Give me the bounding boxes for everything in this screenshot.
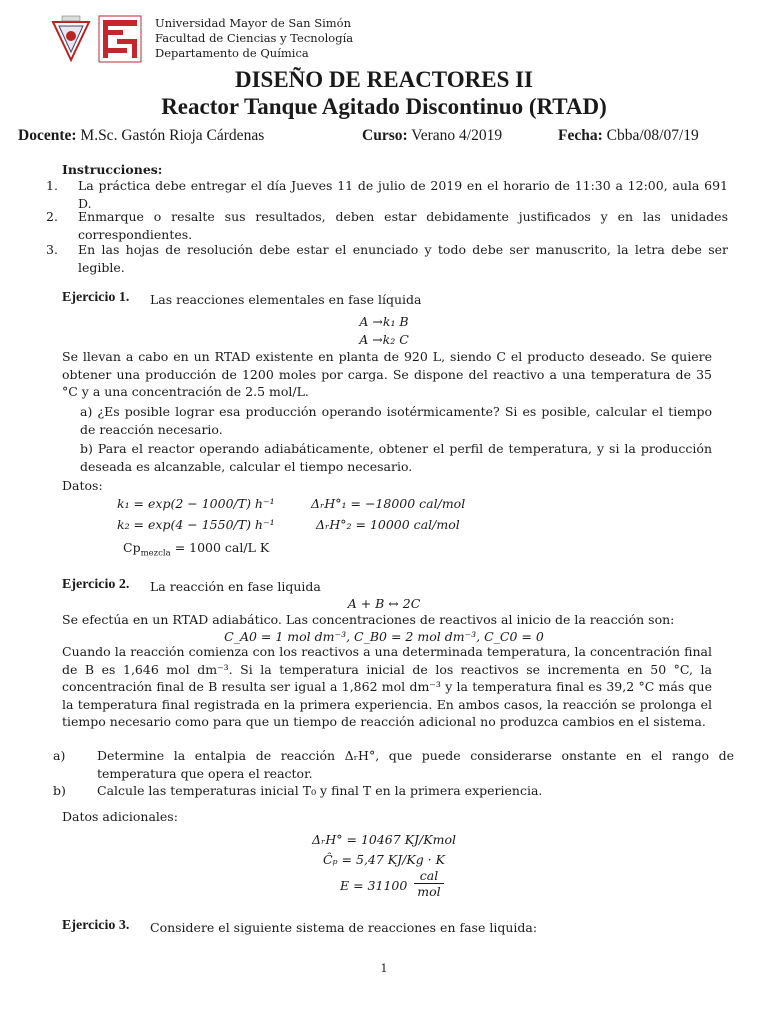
ex1-question-b: b) Para el reactor operando adiabáticamente, obtener el perfil de temperatura, y si la producción deseada es alcanzable, calcular el tiempo necesario.: [80, 441, 712, 474]
university-name: Universidad Mayor de San Simón: [155, 16, 352, 30]
ex2-eq1: ΔᵣH° = 10467 KJ/Kmol: [312, 832, 456, 847]
faculty-logo: [97, 14, 143, 64]
instruction-item-2: 2. Enmarque o resalte sus resultados, deben estar debidamente justificados y en las unidades correspondientes.: [46, 209, 728, 242]
fecha-label: Fecha:: [558, 127, 603, 144]
ex2-question-b-text: Calcule las temperaturas inicial T₀ y final T en la primera experiencia.: [97, 783, 543, 798]
ex1-question-a: a) ¿Es posible lograr esa producción operando isotérmicamente? Si es posible, calcular el tiempo de reacción necesario.: [80, 404, 712, 437]
ex1-body: Se llevan a cabo en un RTAD existente en planta de 920 L, siendo C el producto deseado. Se quiere obtener una producción de 1200 moles por carga. Se dispone del reactivo a una temperatura de 35 °C y a una concentración de 2.5 mol/L.: [62, 349, 712, 399]
ex2-line1: Se efectúa en un RTAD adiabático. Las concentraciones de reactivos al inicio de la reacción son:: [62, 612, 675, 627]
ex2-reaction: A + B ↔ 2C: [347, 596, 421, 611]
instruction-item-1: 1. La práctica debe entregar el día Jueves 11 de julio de 2019 en el horario de 11:30 a 12:00, aula 691 D.: [46, 178, 728, 211]
ex1-dh1: ΔᵣH°₁ = −18000 cal/mol: [311, 496, 466, 511]
curso-label: Curso:: [362, 127, 408, 144]
ex2-question-a-text: Determine la entalpia de reacción ΔᵣH°, que puede considerarse onstante en el rango de temperatura que opera el reactor.: [97, 748, 734, 781]
title-line-2: Reactor Tanque Agitado Discontinuo (RTAD): [161, 94, 607, 119]
faculty-name: Facultad de Ciencias y Tecnología: [155, 31, 354, 45]
eq3-numerator: cal: [414, 868, 444, 884]
cp-symbol: Cp: [123, 540, 141, 555]
instruction-item-3: 3. En las hojas de resolución debe estar el enunciado y todo debe ser manuscrito, la letra debe ser legible.: [46, 242, 728, 275]
ex2-body: Cuando la reacción comienza con los reactivos a una determinada temperatura, la concentración final de B es 1,646 mol dm⁻³. Si la temperatura inicial de los reactivos se incrementa en 50 °C, la concentración final de B resulta ser igual a 1,862 mol dm⁻³ y la temperatura final es 39,2 °C más que la temperatura final registrada en la primera experiencia. En ambos casos, la reacción se prolonga el tiempo necesario como para que un tiempo de reacción adicional no produzca cambios en el sistema.: [62, 644, 712, 729]
ex2-title: Ejercicio 2.: [62, 577, 130, 592]
ex1-k1: k₁ = exp(2 − 1000/T) h⁻¹: [117, 496, 275, 511]
instruction-text: En las hojas de resolución debe estar el enunciado y todo debe ser manuscrito, la letra debe ser legible.: [78, 242, 728, 275]
docente-label: Docente:: [18, 127, 77, 144]
eq3-lhs: E = 31100: [340, 878, 408, 893]
ex2-datos-label: Datos adicionales:: [62, 809, 178, 824]
university-logo: [50, 14, 92, 62]
ex2-question-a: a) Determine la entalpia de reacción ΔᵣH°, que puede considerarse onstante en el rango de temperatura que opera el reactor.: [53, 748, 734, 781]
instruction-text: Enmarque o resalte sus resultados, deben estar debidamente justificados y en las unidades correspondientes.: [78, 209, 728, 242]
ex2-concentrations: C_A0 = 1 mol dm⁻³, C_B0 = 2 mol dm⁻³, C_C0 = 0: [224, 629, 544, 644]
instruction-text: La práctica debe entregar el día Jueves 11 de julio de 2019 en el horario de 11:30 a 12:00, aula 691 D.: [78, 178, 728, 211]
ex1-cp: [123, 539, 269, 563]
docente: [18, 127, 264, 145]
curso-value: Verano 4/2019: [411, 127, 503, 144]
cp-subscript: mezcla: [140, 548, 171, 559]
eq3-denominator: mol: [417, 884, 441, 899]
ex1-datos-label: Datos:: [62, 478, 103, 493]
title-line-1: DISEÑO DE REACTORES II: [234, 67, 534, 92]
cp-value: = 1000 cal/L K: [174, 540, 270, 555]
docente-value: M.Sc. Gastón Rioja Cárdenas: [80, 127, 265, 144]
fecha-value: Cbba/08/07/19: [606, 127, 699, 144]
ex3-title: Ejercicio 3.: [62, 918, 130, 933]
curso: [362, 127, 502, 145]
ex1-reaction-2: A →k₂ C: [359, 332, 409, 347]
instructions-heading: Instrucciones:: [62, 162, 163, 177]
ex2-eq2: Ĉₚ = 5,47 KJ/Kg · K: [323, 852, 445, 867]
ex2-intro: La reacción en fase liquida: [150, 579, 321, 594]
ex1-reaction-1: A →k₁ B: [359, 314, 409, 329]
ex1-dh2: ΔᵣH°₂ = 10000 cal/mol: [316, 517, 460, 532]
ex2-question-b: b) Calcule las temperaturas inicial T₀ y final T en la primera experiencia.: [53, 783, 543, 798]
ex1-title: Ejercicio 1.: [62, 290, 130, 305]
ex1-intro: Las reacciones elementales en fase líquida: [150, 292, 422, 307]
fecha: [558, 127, 699, 145]
eq3-fraction: [414, 868, 444, 899]
ex3-intro: Considere el siguiente sistema de reacciones en fase liquida:: [150, 920, 538, 935]
ex1-k2: k₂ = exp(4 − 1550/T) h⁻¹: [117, 517, 275, 532]
page-number: 1: [380, 962, 388, 975]
department-name: Departamento de Química: [155, 46, 309, 60]
ex2-eq3: [340, 868, 460, 904]
